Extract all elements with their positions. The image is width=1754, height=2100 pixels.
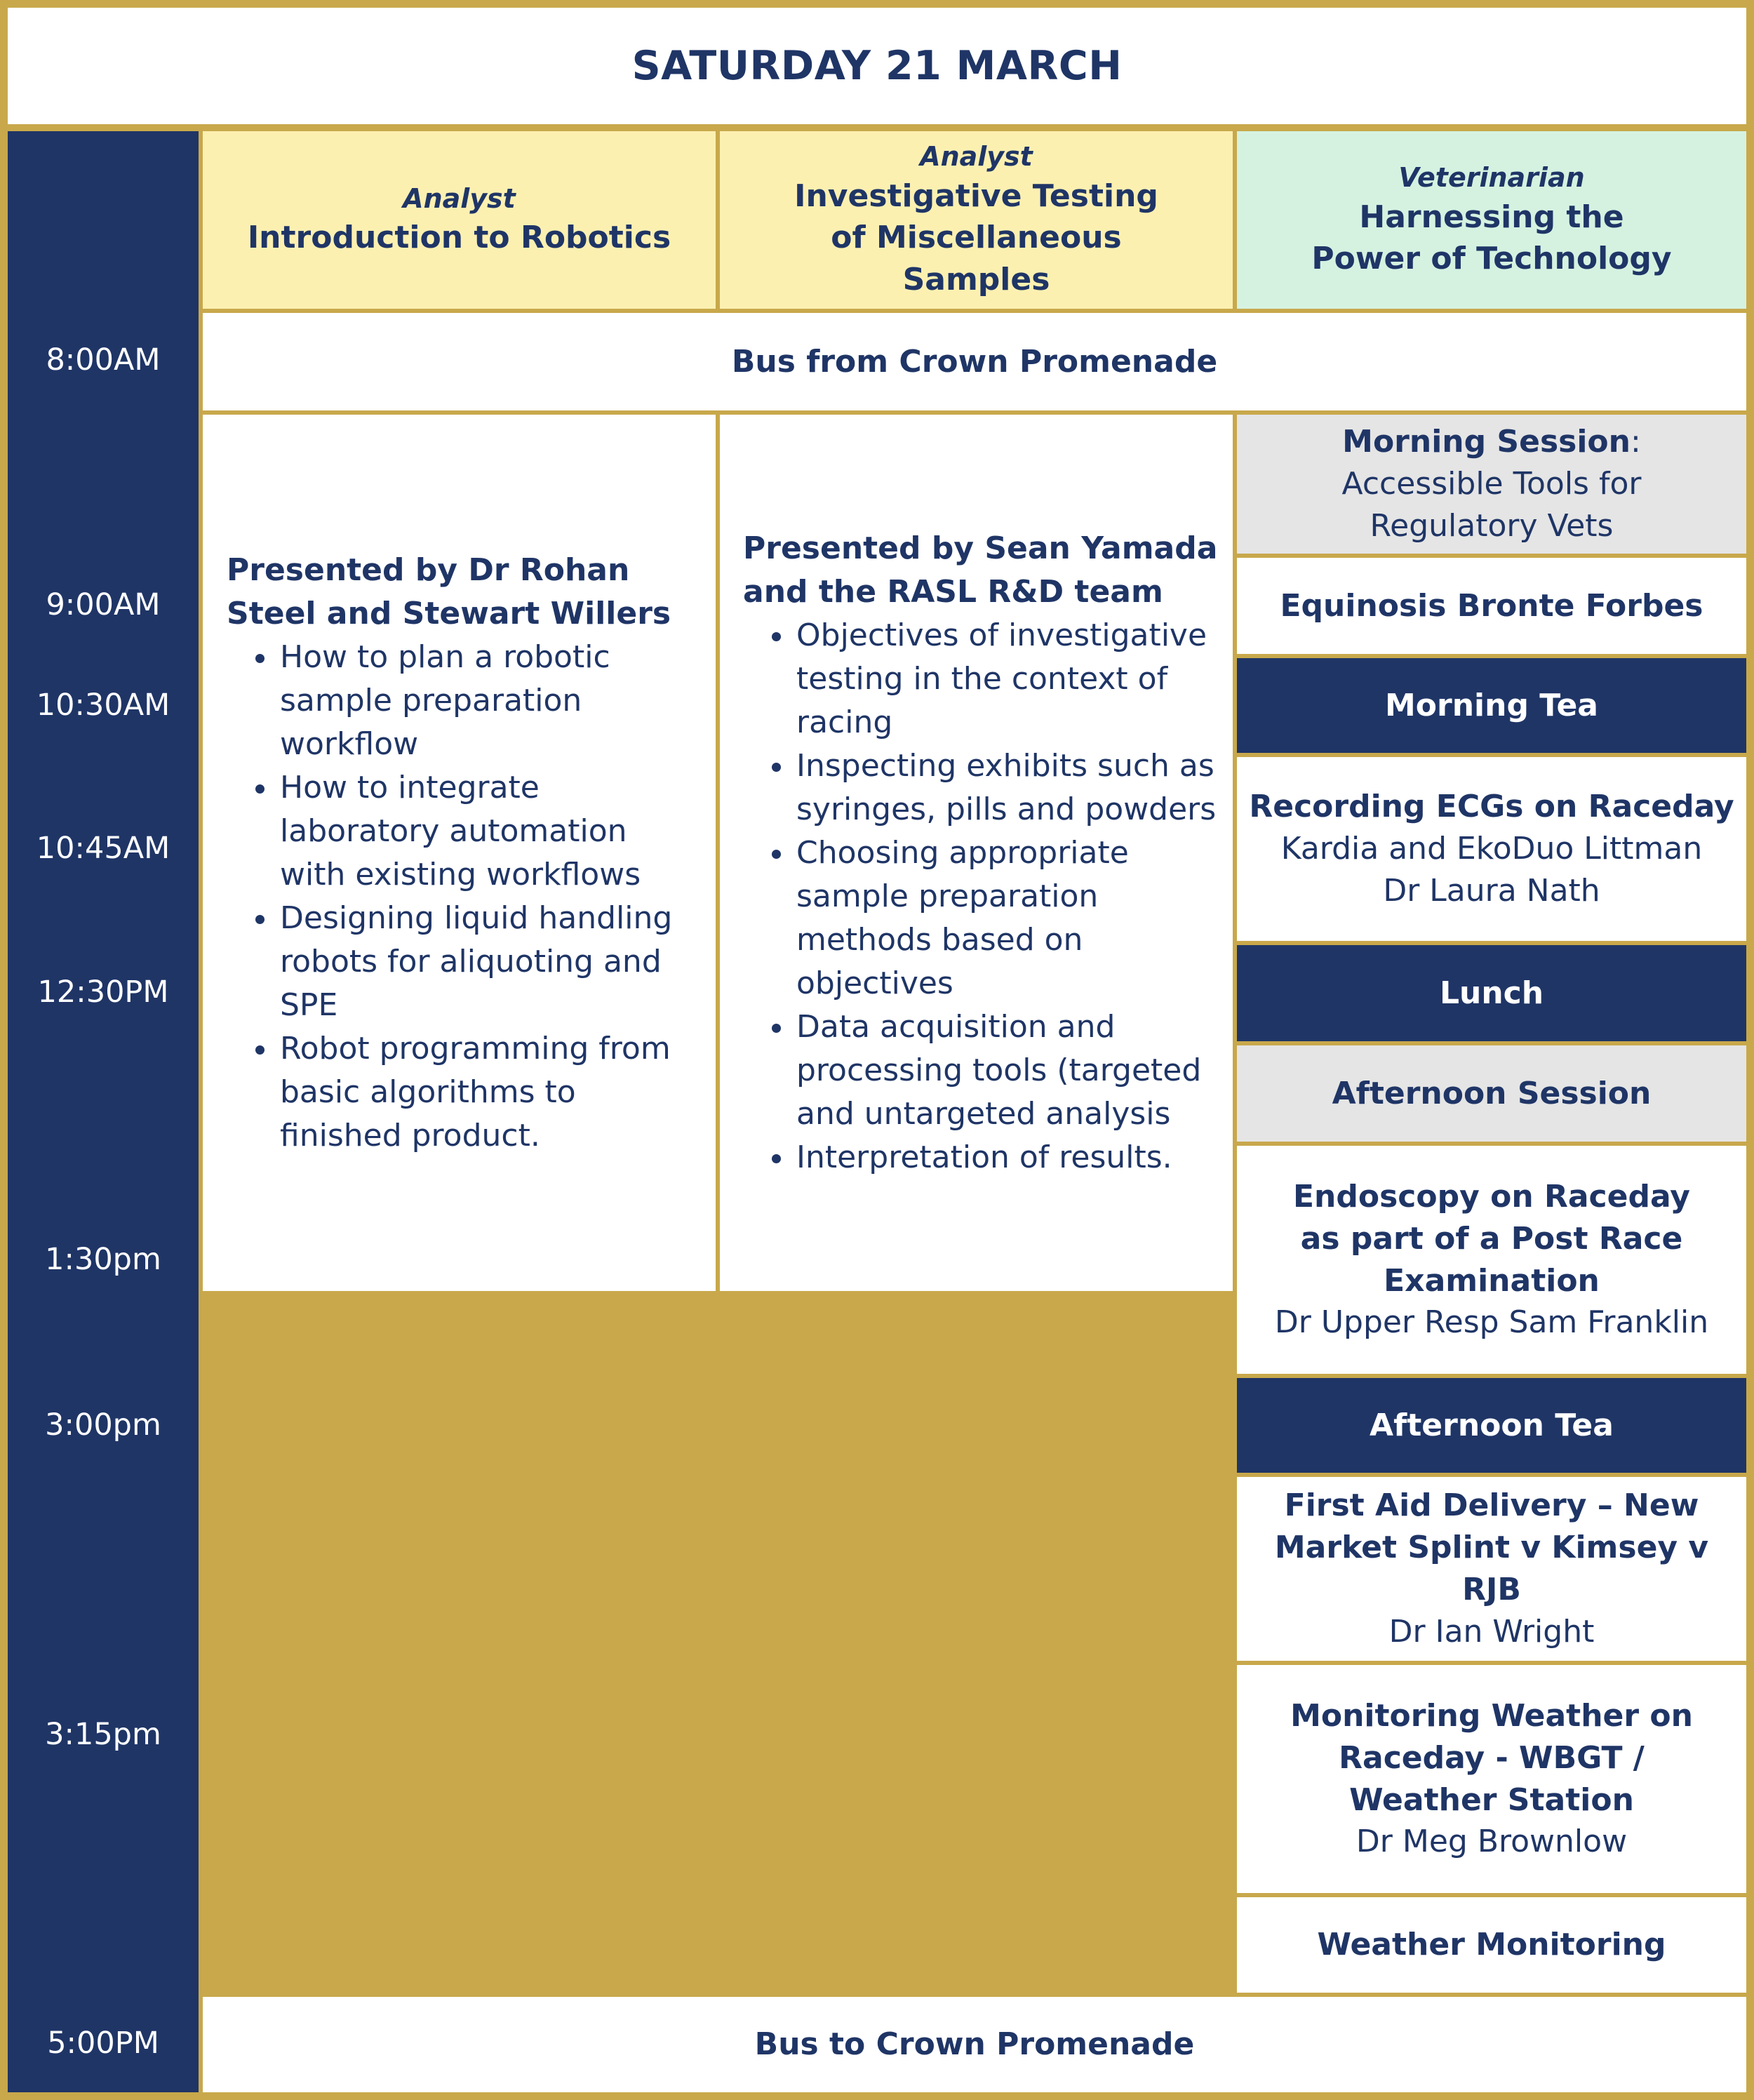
- time-column: [8, 131, 199, 2092]
- time-label: 8:00AM: [46, 342, 161, 377]
- list-item: • How to plan a robotic sample preparation workflow: [279, 636, 702, 766]
- session-robotics-details: [203, 415, 716, 1291]
- afternoon-session-label: Afternoon Session: [1237, 1045, 1746, 1142]
- header-investigative-testing: [720, 131, 1233, 309]
- page-title: SATURDAY 21 MARCH: [8, 8, 1746, 124]
- time-label: 9:00AM: [46, 587, 161, 622]
- morning-tea-break: Morning Tea: [1237, 658, 1746, 753]
- list-item: • Choosing appropriate sample preparation methods based on objectives: [795, 831, 1219, 1005]
- time-label: 3:15pm: [45, 1717, 161, 1752]
- list-item: • How to integrate laboratory automation with existing workflows: [279, 766, 702, 897]
- header-title: Introduction to Robotics: [247, 220, 671, 256]
- session-detail: Kardia and EkoDuo Littman: [1280, 831, 1703, 867]
- weather-monitoring-session: Weather Monitoring: [1237, 1897, 1746, 1993]
- bus-from-crown-promenade: Bus from Crown Promenade: [203, 313, 1746, 410]
- list-item: • Inspecting exhibits such as syringes, pills and powders: [795, 744, 1219, 831]
- session-title: Recording ECGs on Raceday: [1249, 789, 1734, 825]
- session-title: Monitoring Weather on Raceday - WBGT / Weather Station: [1290, 1697, 1693, 1818]
- lunch-break: Lunch: [1237, 945, 1746, 1041]
- header-role: Veterinarian: [1398, 161, 1585, 193]
- header-harnessing-technology: [1237, 131, 1746, 309]
- session-presenter: Dr Ian Wright: [1388, 1613, 1595, 1650]
- list-item: • Robot programming from basic algorithms to finished product.: [279, 1027, 702, 1158]
- time-label: 1:30pm: [45, 1242, 161, 1277]
- morning-session-subtitle: : Accessible Tools for Regulatory Vets: [1341, 424, 1642, 544]
- session-presenter: Dr Meg Brownlow: [1355, 1824, 1628, 1860]
- topic-list: [743, 614, 1219, 1179]
- session-presenter: Dr Upper Resp Sam Franklin: [1274, 1304, 1709, 1341]
- header-role: Analyst: [403, 182, 516, 214]
- time-label: 10:45AM: [36, 831, 170, 866]
- session-presenter: Dr Laura Nath: [1383, 872, 1600, 909]
- afternoon-tea-break: Afternoon Tea: [1237, 1378, 1746, 1473]
- equinosis-session: Equinosis Bronte Forbes: [1237, 558, 1746, 654]
- list-item: • Objectives of investigative testing in the context of racing: [795, 614, 1219, 744]
- time-label: 5:00PM: [47, 2026, 159, 2061]
- morning-session-label: Morning Session: [1342, 424, 1631, 460]
- header-role: Analyst: [920, 140, 1033, 172]
- presenter-text: Presented by Sean Yamada and the RASL R&D team: [743, 530, 1218, 610]
- header-title: Harnessing the Power of Technology: [1311, 199, 1672, 277]
- session-title: Endoscopy on Raceday as part of a Post Race Examination: [1293, 1178, 1690, 1299]
- list-item: • Designing liquid handling robots for aliquoting and SPE: [279, 897, 702, 1027]
- bus-to-crown-promenade: Bus to Crown Promenade: [203, 1997, 1746, 2092]
- presenter-text: Presented by Dr Rohan Steel and Stewart Willers: [227, 551, 671, 631]
- weather-session: [1237, 1665, 1746, 1893]
- ecg-session: [1237, 757, 1746, 941]
- time-label: 10:30AM: [36, 688, 170, 723]
- first-aid-session: [1237, 1477, 1746, 1661]
- header-introduction-to-robotics: [203, 131, 716, 309]
- session-title: First Aid Delivery – New Market Splint v Kimsey v RJB: [1274, 1487, 1709, 1607]
- header-title: Investigative Testing of Miscellaneous Samples: [794, 178, 1158, 298]
- morning-session-block: [1237, 415, 1746, 554]
- time-label: 3:00pm: [45, 1407, 161, 1443]
- endoscopy-session: [1237, 1146, 1746, 1374]
- session-investigative-details: [720, 415, 1233, 1291]
- topic-list: [227, 636, 702, 1158]
- time-label: 12:30PM: [37, 975, 169, 1010]
- list-item: • Interpretation of results.: [795, 1136, 1219, 1179]
- list-item: • Data acquisition and processing tools (targeted and untargeted analysis: [795, 1005, 1219, 1136]
